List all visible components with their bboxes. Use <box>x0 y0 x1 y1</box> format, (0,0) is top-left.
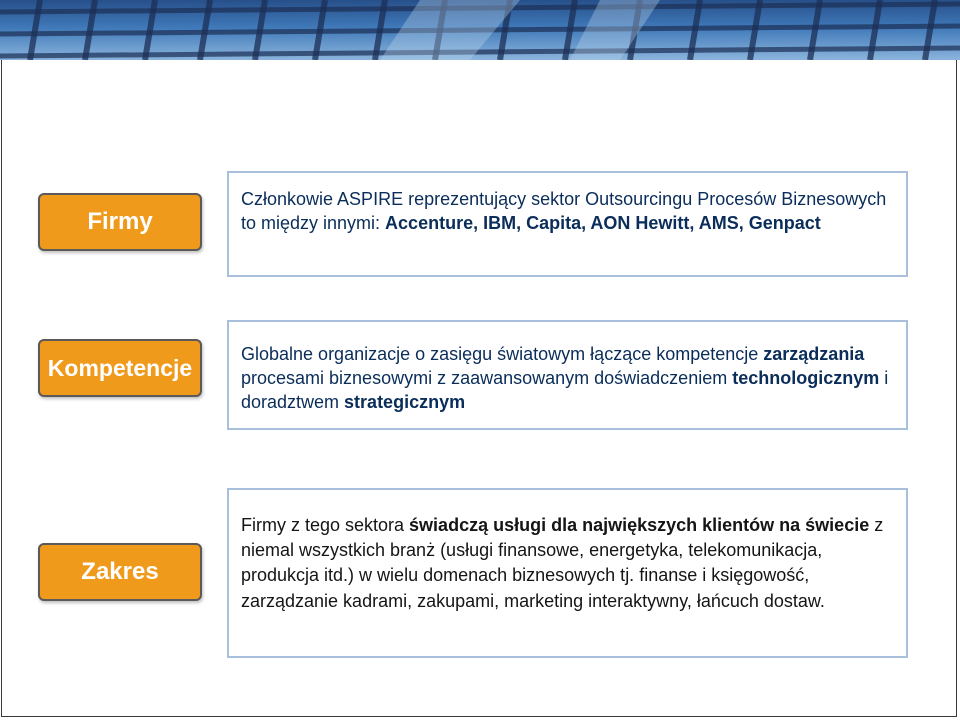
row-label-text: Kompetencje <box>47 354 193 381</box>
text-segment-bold: świadczą usługi dla największych klientów na świecie <box>409 515 870 535</box>
text-segment-bold: strategicznym <box>344 392 466 412</box>
text-segment: i doradztwem <box>241 368 889 412</box>
description-text <box>241 513 894 614</box>
header-banner-image <box>0 0 960 60</box>
text-segment: Firmy z tego sektora <box>241 515 410 535</box>
row-description-kompetencje <box>227 320 908 430</box>
glass-facade-graphic <box>0 0 960 60</box>
row-label-text: Firmy <box>87 208 153 235</box>
text-segment: Globalne organizacje o zasięgu światowym łączące kompetencje <box>241 344 764 364</box>
text-segment-bold: Accenture, IBM, Capita, AON Hewitt, AMS, Genpact <box>385 213 821 233</box>
text-segment: z niemal wszystkich branż (usługi finansowe, energetyka, telekomunikacja, produkcja itd.) w wielu domenach biznesowych tj. finanse i księgowość, zarządzanie kadrami, zakupami, marketing interaktywny, łańcuch dostaw. <box>241 515 884 611</box>
description-text <box>241 187 894 235</box>
row-label-zakres <box>38 543 202 601</box>
description-text <box>241 342 894 414</box>
text-segment: Członkowie ASPIRE reprezentujący sektor Outsourcingu Procesów Biznesowych to między innymi: <box>241 189 887 233</box>
row-label-kompetencje <box>38 339 202 397</box>
row-label-firmy <box>38 193 202 251</box>
row-description-firmy <box>227 171 908 277</box>
text-segment-bold: technologicznym <box>732 368 880 388</box>
text-segment-bold: zarządzania <box>763 344 865 364</box>
row-description-zakres <box>227 488 908 658</box>
row-label-text: Zakres <box>81 558 159 585</box>
text-segment: procesami biznesowymi z zaawansowanym doświadczeniem <box>241 368 733 388</box>
